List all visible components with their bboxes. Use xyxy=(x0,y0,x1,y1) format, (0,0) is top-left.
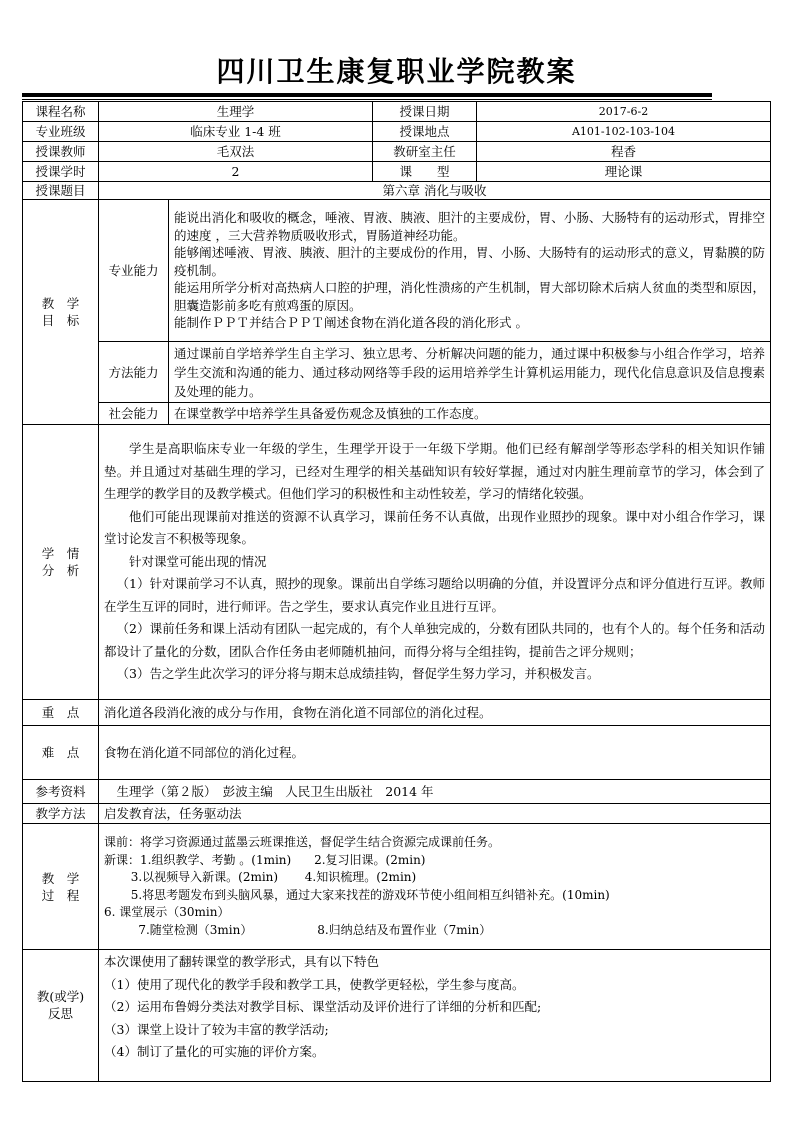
hours-value: 2 xyxy=(99,162,373,182)
hours-label: 授课学时 xyxy=(23,162,99,182)
analysis-label-line-2: 分 析 xyxy=(41,563,80,578)
process-line: 6. 课堂展示（30min） xyxy=(104,905,230,919)
table-row xyxy=(23,342,771,403)
document-title: 四川卫生康复职业学院教案 xyxy=(216,55,577,88)
social-ability-text: 在课堂教学中培养学生具备爱伤观念及慎独的工作态度。 xyxy=(169,403,771,425)
analysis-label xyxy=(23,425,99,700)
analysis-paragraph: 针对课堂可能出现的情况 xyxy=(129,553,267,569)
process-label-line-2: 过 程 xyxy=(41,887,80,903)
table-row xyxy=(23,726,771,780)
title-underline-thin xyxy=(22,99,712,100)
reflection-label-line-2: 反思 xyxy=(47,1006,73,1021)
objectives-label-line-1: 教 学 xyxy=(41,296,80,311)
table-row xyxy=(23,780,771,804)
class-label: 专业班级 xyxy=(23,122,99,142)
methods-label: 教学方法 xyxy=(23,804,99,824)
location-label: 授课地点 xyxy=(373,122,477,142)
methods-value: 启发教育法，任务驱动法 xyxy=(99,804,771,824)
method-ability-text: 通过课前自学培养学生自主学习、独立思考、分析解决问题的能力，通过课中积极参与小组合作学习，培养学生交流和沟通的能力、通过移动网络等手段的运用培养学生计算机运用能力，现代化信息意识及信息搜素及处理的能力。 xyxy=(174,345,766,399)
class-value: 临床专业 1-4 班 xyxy=(99,122,373,142)
process-line: 7.随堂检测（3min） 8.归纳总结及布置作业（7min） xyxy=(104,922,492,937)
teacher-value: 毛双法 xyxy=(99,142,373,162)
process-line: 5.将思考题发布到头脑风暴，通过大家来找茬的游戏环节使小组间相互纠错补充。(10min) xyxy=(104,887,610,902)
professional-ability-line: 能够阐述唾液、胃液、胰液、胆汁的主要成份的作用，胃、小肠、大肠特有的运动形式的意义，胃黏膜的防疫机制。 xyxy=(174,245,766,278)
reflection-line: （4）制订了量化的可实施的评价方案。 xyxy=(104,1044,325,1059)
professional-ability-line: 能说出消化和吸收的概念，唾液、胃液、胰液、胆汁的主要成份，胃、小肠、大肠特有的运动形式，胃排空的速度 ，三大营养物质吸收形式，胃肠道神经功能。 xyxy=(174,209,766,243)
lesson-plan-table xyxy=(22,101,771,1082)
lesson-type-value: 理论课 xyxy=(477,162,771,182)
analysis-label-line-1: 学 情 xyxy=(41,546,80,561)
professional-ability-content xyxy=(169,200,771,342)
table-row xyxy=(23,425,771,700)
professional-ability-label: 专业能力 xyxy=(99,200,169,342)
course-name-label: 课程名称 xyxy=(23,102,99,122)
table-row xyxy=(23,804,771,824)
analysis-paragraph: （2）课前任务和课上活动有团队一起完成的，有个人单独完成的，分数有团队共同的，也有个人的。每个任务和活动都设计了量化的分数，团队合作任务由老师随机抽问，而得分将与全组挂钩，提前告之评分规则； xyxy=(104,621,766,659)
process-line: 新课：1.组织教学、考勤 。(1min) 2.复习旧课。(2min) xyxy=(104,852,426,867)
analysis-content xyxy=(99,425,771,700)
table-row xyxy=(23,824,771,950)
references-value: 生理学（第２版） 彭波主编 人民卫生出版社 2014 年 xyxy=(99,780,771,804)
reflection-line: （2）运用布鲁姆分类法对教学目标、课堂活动及评价进行了详细的分析和匹配; xyxy=(104,999,542,1014)
teaching-date-value: 2017-6-2 xyxy=(477,102,771,122)
teacher-label: 授课教师 xyxy=(23,142,99,162)
table-row xyxy=(23,122,771,142)
key-points-label: 重 点 xyxy=(23,700,99,726)
table-row xyxy=(23,200,771,342)
table-row xyxy=(23,403,771,425)
analysis-paragraph: （1）针对课前学习不认真，照抄的现象。课前出自学练习题给以明确的分值，并设置评分点和评分值进行互评。教师在学生互评的同时，进行师评。告之学生，要求认真完作业且进行互评。 xyxy=(104,576,766,614)
title-underline-thick xyxy=(22,93,712,97)
table-row xyxy=(23,950,771,1082)
teaching-date-label: 授课日期 xyxy=(373,102,477,122)
analysis-paragraph: （3）告之学生此次学习的评分将与期末总成绩挂钩，督促学生努力学习，并积极发言。 xyxy=(116,666,600,682)
objectives-label-line-2: 目 标 xyxy=(41,313,80,328)
topic-label: 授课题目 xyxy=(23,182,99,200)
difficulties-label: 难 点 xyxy=(23,726,99,780)
topic-value: 第六章 消化与吸收 xyxy=(99,182,771,200)
professional-ability-line: 能运用所学分析对高热病人口腔的护理，消化性溃疡的产生机制，胃大部切除术后病人贫血的类型和原因，胆囊造影前多吃有煎鸡蛋的原因。 xyxy=(174,280,766,313)
method-ability-label: 方法能力 xyxy=(99,342,169,403)
reflection-label xyxy=(23,950,99,1082)
social-ability-label: 社会能力 xyxy=(99,403,169,425)
table-row xyxy=(23,700,771,726)
lesson-type-label: 课 型 xyxy=(373,162,477,182)
reflection-content xyxy=(99,950,771,1082)
section-head-value: 程香 xyxy=(477,142,771,162)
process-line: 3.以视频导入新课。(2min) 4.知识梳理。(2min) xyxy=(104,870,417,884)
key-points-value: 消化道各段消化液的成分与作用，食物在消化道不同部位的消化过程。 xyxy=(99,700,771,726)
reflection-line: 本次课使用了翻转课堂的教学形式，具有以下特色 xyxy=(104,954,380,969)
professional-ability-line: 能制作ＰＰＴ并结合ＰＰＴ阐述食物在消化道各段的消化形式 。 xyxy=(174,315,528,331)
reflection-line: （1）使用了现代化的教学手段和教学工具，使教学更轻松，学生参与度高。 xyxy=(104,976,525,992)
objectives-label xyxy=(23,200,99,425)
table-row xyxy=(23,182,771,200)
reflection-label-line-1: 教(或学) xyxy=(36,989,85,1004)
analysis-paragraph: 学生是高职临床专业一年级的学生，生理学开设于一年级下学期。他们已经有解剖学等形态学科的相关知识作铺垫。并且通过对基础生理的学习，已经对生理学的相关基础知识有较好掌握，通过对内脏生理前章节的学习，体会到了生理学的教学目的及教学模式。但他们学习的积极性和主动性较差，学习的情绪化较强。 xyxy=(104,441,766,502)
difficulties-value: 食物在消化道不同部位的消化过程。 xyxy=(99,726,771,780)
process-label xyxy=(23,824,99,950)
course-name-value: 生理学 xyxy=(99,102,373,122)
table-row xyxy=(23,142,771,162)
section-head-label: 教研室主任 xyxy=(373,142,477,162)
process-line: 课前：将学习资源通过蓝墨云班课推送，督促学生结合资源完成课前任务。 xyxy=(104,835,501,849)
table-row xyxy=(23,102,771,122)
process-content xyxy=(99,824,771,950)
reflection-line: （3）课堂上设计了较为丰富的教学活动; xyxy=(104,1021,329,1037)
method-ability-content xyxy=(169,342,771,403)
table-row xyxy=(23,162,771,182)
analysis-paragraph: 他们可能出现课前对推送的资源不认真学习，课前任务不认真做，出现作业照抄的现象。课中对小组合作学习，课堂讨论发言不积极等现象。 xyxy=(104,508,766,547)
location-value: A101-102-103-104 xyxy=(477,122,771,142)
references-label: 参考资料 xyxy=(23,780,99,804)
process-label-line-1: 教 学 xyxy=(41,870,80,886)
